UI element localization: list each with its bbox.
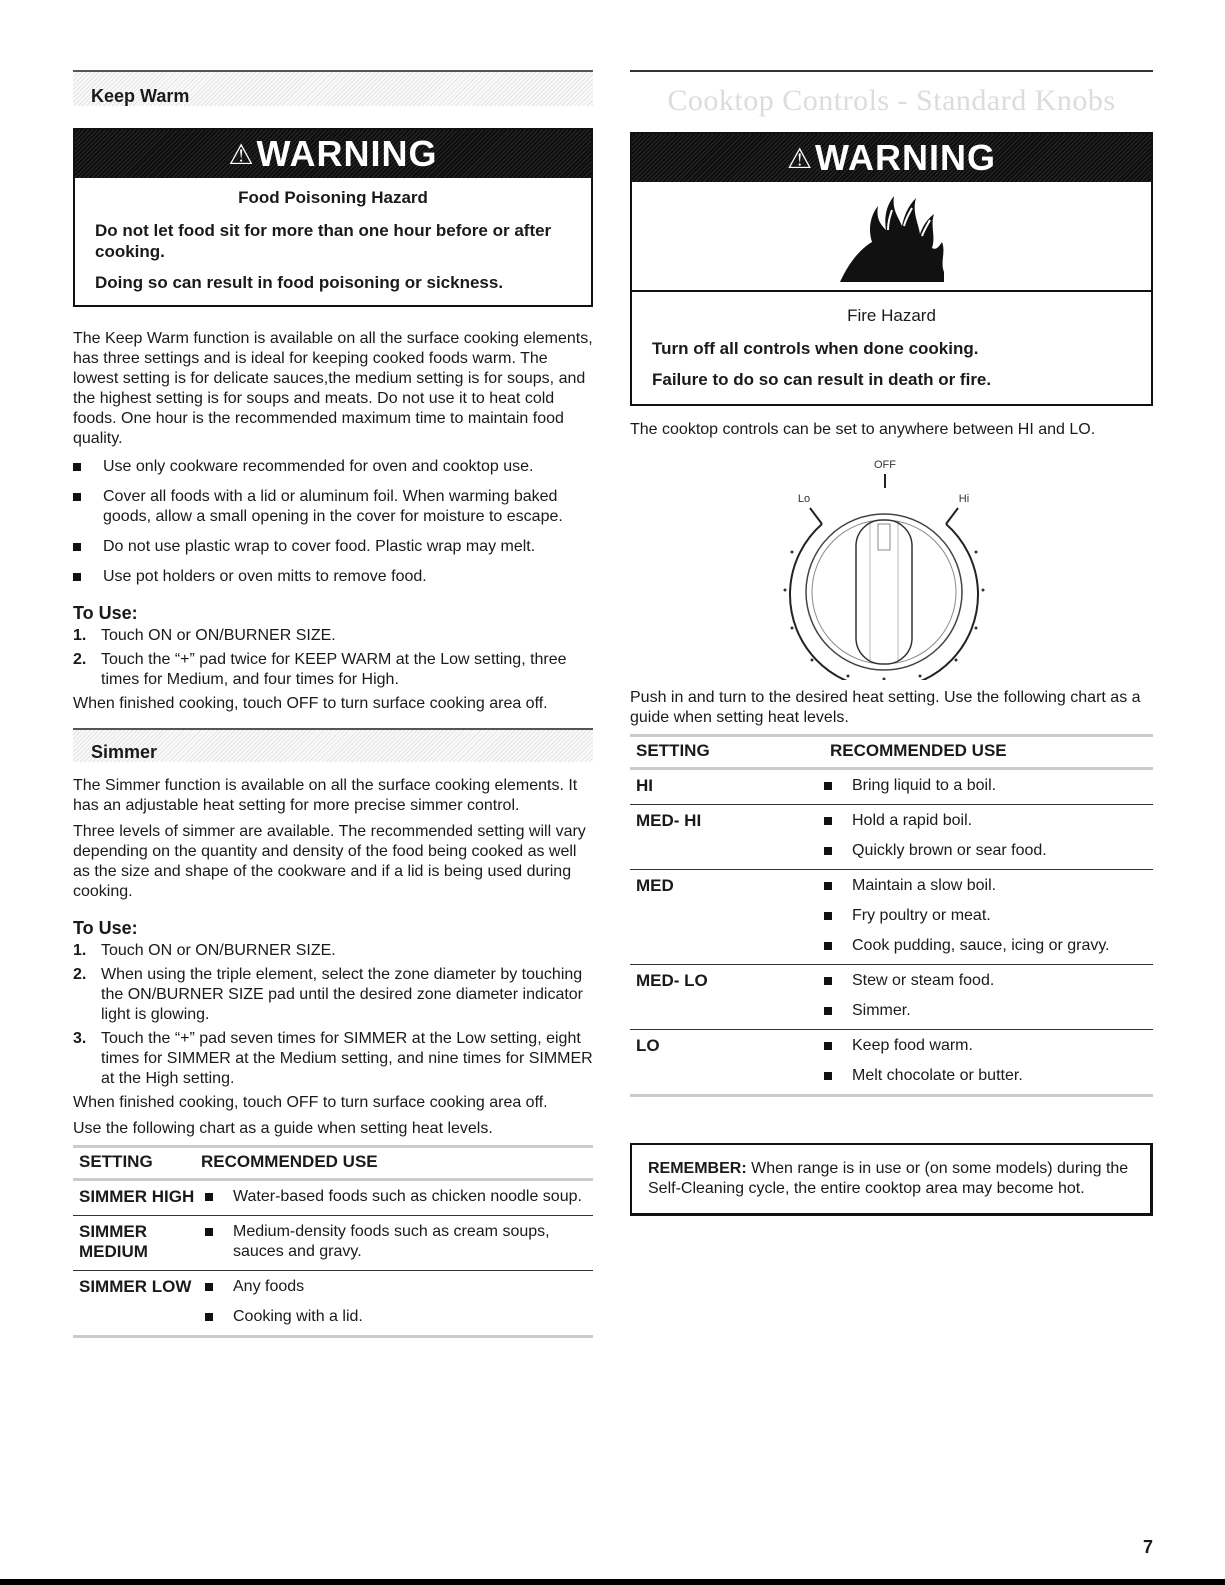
warning-line: Doing so can result in food poisoning or sickness. [95, 273, 504, 292]
step-item [73, 1029, 593, 1089]
setting-cell: SIMMER HIGH [79, 1187, 195, 1206]
table-row [73, 1216, 593, 1271]
to-use-heading: To Use: [73, 918, 138, 938]
step-item [73, 965, 593, 1025]
simmer-p2: Three levels of simmer are available. The recommended setting will vary depending on the quantity and density of the food being cooked as well as the size and shape of the cookware and if a lid is being used during cooking. [73, 823, 586, 900]
simmer-steps [73, 941, 593, 1089]
warning-line: Do not let food sit for more than one hour before or after cooking. [95, 221, 552, 261]
step-text: Touch the “+” pad twice for KEEP WARM at the Low setting, three times for Medium, and four times for High. [101, 651, 567, 688]
column-header-setting: SETTING [79, 1152, 153, 1171]
step-text: Touch ON or ON/BURNER SIZE. [101, 627, 336, 644]
table-header [73, 1145, 593, 1181]
step-number: 1. [73, 627, 87, 644]
table-row [630, 1030, 1153, 1097]
knob-hi-label: Hi [958, 493, 970, 505]
flame-icon [832, 186, 952, 286]
setting-cell: LO [636, 1036, 660, 1055]
warning-title: WARNING [256, 133, 438, 174]
heat-settings-table [630, 734, 1153, 1097]
setting-cell: SIMMER LOW [79, 1277, 192, 1296]
table-row [73, 1271, 593, 1338]
warning-banner [75, 130, 591, 178]
knob-lo-label: Lo [797, 493, 811, 505]
list-item: Do not use plastic wrap to cover food. Plastic wrap may melt. [73, 537, 593, 557]
list-item: Hold a rapid boil. [820, 811, 1153, 831]
column-header-use: RECOMMENDED USE [201, 1152, 378, 1171]
page-title: Cooktop Controls - Standard Knobs [667, 84, 1116, 117]
step-number: 3. [73, 1030, 87, 1047]
list-item: Any foods [201, 1277, 591, 1297]
warning-line: Turn off all controls when done cooking. [652, 339, 979, 358]
warning-title: WARNING [815, 137, 997, 178]
step-number: 2. [73, 651, 87, 668]
step-number: 2. [73, 966, 87, 983]
use-cell [201, 1222, 591, 1264]
step-text: Touch the “+” pad seven times for SIMMER at the Low setting, eight times for SIMMER at the Medium setting, and nine times for SIMMER at the High setting. [101, 1030, 593, 1087]
warning-banner [632, 134, 1151, 182]
list-item: Cover all foods with a lid or aluminum foil. When warming baked goods, allow a small opening in the cover for moisture to escape. [73, 487, 593, 527]
use-cell [201, 1277, 591, 1329]
simmer-p1: The Simmer function is available on all the surface cooking elements. It has an adjustable heat setting for more precise simmer control. [73, 777, 578, 814]
column-header-setting: SETTING [636, 741, 710, 760]
warning-body [75, 178, 591, 305]
table-row [630, 965, 1153, 1030]
step-item [73, 941, 593, 961]
warning-triangle-icon: ⚠ [228, 138, 255, 170]
divider [630, 70, 1153, 72]
keep-warm-heading: Keep Warm [73, 70, 593, 106]
simmer-finish: When finished cooking, touch OFF to turn surface cooking area off. [73, 1094, 548, 1111]
step-item [73, 626, 593, 646]
keep-warm-steps [73, 626, 593, 690]
warning-hazard: Food Poisoning Hazard [238, 188, 428, 207]
setting-cell: HI [636, 776, 653, 795]
setting-cell: MED- LO [636, 971, 708, 990]
table-row [630, 770, 1153, 805]
list-item: Fry poultry or meat. [820, 906, 1153, 926]
knob-diagram [630, 450, 1153, 680]
step-text: Touch ON or ON/BURNER SIZE. [101, 942, 336, 959]
list-item: Medium-density foods such as cream soups, sauces and gravy. [201, 1222, 591, 1262]
warning-body [632, 292, 1151, 404]
step-number: 1. [73, 942, 87, 959]
table-row [630, 805, 1153, 870]
remember-note [630, 1143, 1153, 1216]
simmer-table [73, 1145, 593, 1338]
use-cell [820, 1036, 1153, 1088]
fire-hazard-warning [630, 132, 1153, 406]
list-item: Stew or steam food. [820, 971, 1153, 991]
left-column [73, 70, 593, 1338]
list-item: Bring liquid to a boil. [820, 776, 1153, 796]
right-column [630, 70, 1153, 1216]
remember-text: When range is in use or (on some models) during the Self-Cleaning cycle, the entire cooktop area may become hot. [648, 1160, 1129, 1197]
table-row [630, 870, 1153, 965]
remember-label: REMEMBER: [648, 1160, 747, 1177]
cooktop-intro: The cooktop controls can be set to anywhere between HI and LO. [630, 421, 1096, 438]
list-item: Use only cookware recommended for oven and cooktop use. [73, 457, 593, 477]
use-cell [820, 776, 1153, 798]
list-item: Simmer. [820, 1001, 1153, 1021]
knob-illustration [630, 450, 1153, 680]
list-item: Melt chocolate or butter. [820, 1066, 1153, 1086]
list-item: Use pot holders or oven mitts to remove food. [73, 567, 593, 587]
use-cell [820, 876, 1153, 958]
use-cell [201, 1187, 591, 1209]
simmer-chart-intro: Use the following chart as a guide when setting heat levels. [73, 1120, 493, 1137]
warning-line: Failure to do so can result in death or fire. [652, 370, 992, 389]
keep-warm-intro: The Keep Warm function is available on all the surface cooking elements, has three settings and is ideal for keeping cooked foods warm. The lowest setting is for delicate sauces,the medium setting is for soups, and the highest setting is for soups and meats. Do not use it to heat cold foods. One hour is the recommended maximum time to maintain food quality. [73, 330, 593, 447]
food-poisoning-warning [73, 128, 593, 307]
list-item: Cook pudding, sauce, icing or gravy. [820, 936, 1153, 956]
use-cell [820, 811, 1153, 863]
warning-hazard: Fire Hazard [847, 306, 936, 325]
setting-cell: MED [636, 876, 674, 895]
simmer-heading: Simmer [73, 728, 593, 762]
knob-off-label: OFF [874, 459, 896, 471]
setting-cell: SIMMER MEDIUM [79, 1222, 148, 1261]
push-turn-text: Push in and turn to the desired heat setting. Use the following chart as a guide when setting heat levels. [630, 689, 1141, 726]
keep-warm-bullets [73, 457, 593, 587]
list-item: Cooking with a lid. [201, 1307, 591, 1327]
list-item: Maintain a slow boil. [820, 876, 1153, 896]
keep-warm-finish: When finished cooking, touch OFF to turn surface cooking area off. [73, 695, 548, 712]
fire-pictogram [632, 182, 1151, 292]
list-item: Keep food warm. [820, 1036, 1153, 1056]
use-cell [820, 971, 1153, 1023]
setting-cell: MED- HI [636, 811, 702, 830]
list-item: Water-based foods such as chicken noodle soup. [201, 1187, 591, 1207]
warning-triangle-icon: ⚠ [786, 142, 814, 174]
table-header [630, 734, 1153, 770]
list-item: Quickly brown or sear food. [820, 841, 1153, 861]
step-item [73, 650, 593, 690]
page-bottom-edge [0, 1579, 1225, 1585]
table-row [73, 1181, 593, 1216]
step-text: When using the triple element, select the zone diameter by touching the ON/BURNER SIZE pad until the desired zone diameter indicator light is glowing. [101, 966, 584, 1023]
to-use-heading: To Use: [73, 603, 138, 623]
column-header-use: RECOMMENDED USE [830, 741, 1007, 760]
page-number: 7 [1142, 1537, 1153, 1557]
